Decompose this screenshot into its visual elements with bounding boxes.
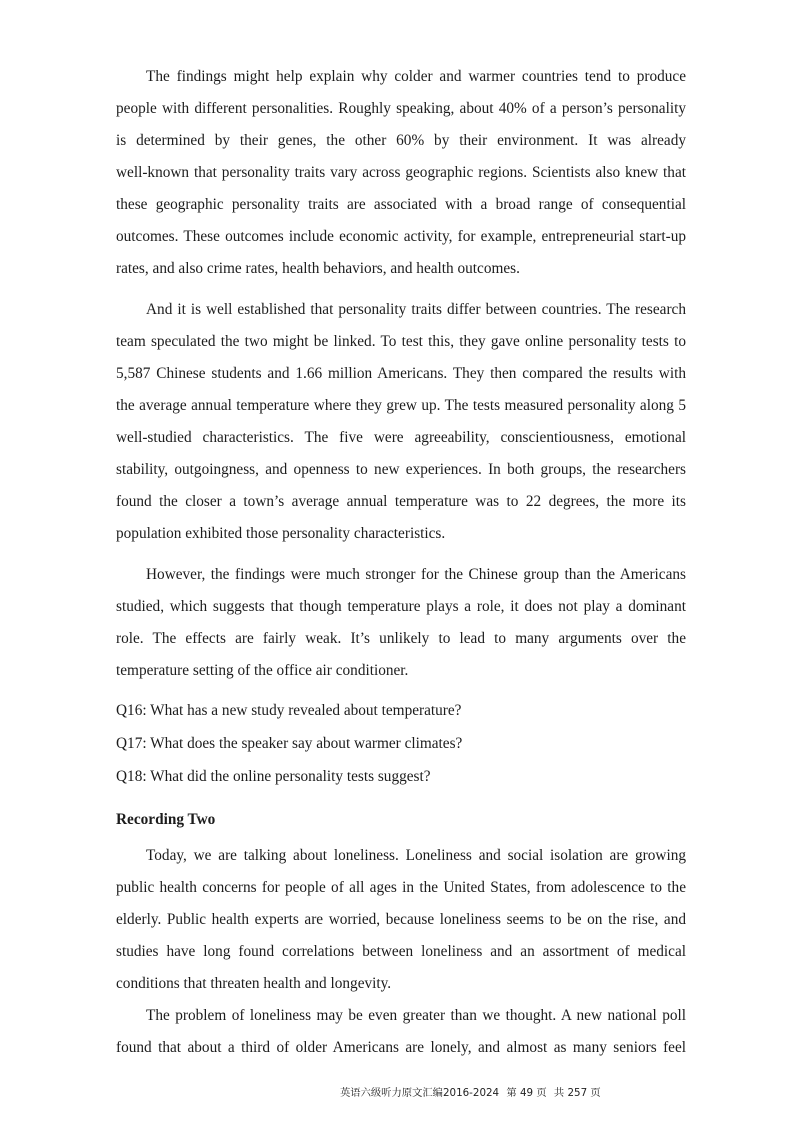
text-line: And it is well established that personality traits differ between countries. The research — [146, 301, 686, 318]
text-line: elderly. Public health experts are worried, because loneliness seems to be on the rise, and — [116, 911, 686, 928]
text-line: team speculated the two might be linked. To test this, they gave online personality tests to — [116, 333, 686, 350]
text-line: stability, outgoingness, and openness to new experiences. In both groups, the researchers — [116, 461, 686, 478]
footer-page-number: 第 49 页 — [506, 1087, 547, 1099]
text-line: conditions that threaten health and longevity. — [116, 975, 392, 992]
text-line: Today, we are talking about loneliness. Loneliness and social isolation are growing — [146, 847, 686, 864]
footer-total-pages: 共 257 页 — [553, 1087, 601, 1099]
text-line: is determined by their genes, the other 60% by their environment. It was already — [116, 132, 686, 149]
text-line: role. The effects are fairly weak. It’s unlikely to lead to many arguments over the — [116, 630, 686, 647]
text-line: found that about a third of older Americans are lonely, and almost as many seniors feel — [116, 1039, 686, 1056]
text-line: studies have long found correlations between loneliness and an assortment of medical — [116, 943, 686, 960]
paragraph — [116, 840, 686, 1000]
page-footer — [340, 1086, 601, 1100]
text-line: temperature setting of the office air conditioner. — [116, 662, 409, 679]
text-line: well-studied characteristics. The five were agreeability, conscientiousness, emotional — [116, 429, 686, 446]
text-line: outcomes. These outcomes include economic activity, for example, entrepreneurial start-up — [116, 228, 686, 245]
text-line: However, the findings were much stronger for the Chinese group than the Americans — [146, 566, 686, 583]
paragraph — [116, 559, 686, 687]
document-body — [116, 61, 686, 1064]
text-line: The findings might help explain why colder and warmer countries tend to produce — [146, 68, 686, 85]
text-line: public health concerns for people of all ages in the United States, from adolescence to the — [116, 879, 686, 896]
text-line: 5,587 Chinese students and 1.66 million Americans. They then compared the results with — [116, 365, 686, 382]
text-line: well-known that personality traits vary across geographic regions. Scientists also knew that — [116, 164, 686, 181]
text-line: studied, which suggests that though temperature plays a role, it does not play a dominant — [116, 598, 686, 615]
question-16: Q16: What has a new study revealed about temperature? — [116, 702, 462, 719]
section-heading: Recording Two — [116, 811, 216, 828]
text-line: found the closer a town’s average annual temperature was to 22 degrees, the more its — [116, 493, 686, 510]
text-line: these geographic personality traits are associated with a broad range of consequential — [116, 196, 686, 213]
text-line: people with different personalities. Roughly speaking, about 40% of a person’s personality — [116, 100, 686, 117]
footer-title: 英语六级听力原文汇编2016-2024 — [340, 1087, 500, 1099]
text-line: rates, and also crime rates, health behaviors, and health outcomes. — [116, 260, 520, 277]
paragraph — [116, 1000, 686, 1064]
text-line: the average annual temperature where they grew up. The tests measured personality along 5 — [116, 397, 686, 414]
paragraph — [116, 294, 686, 550]
text-line: population exhibited those personality characteristics. — [116, 525, 446, 542]
paragraph — [116, 61, 686, 285]
text-line: The problem of loneliness may be even greater than we thought. A new national poll — [146, 1007, 686, 1024]
question-18: Q18: What did the online personality tests suggest? — [116, 768, 431, 785]
question-17: Q17: What does the speaker say about warmer climates? — [116, 735, 463, 752]
